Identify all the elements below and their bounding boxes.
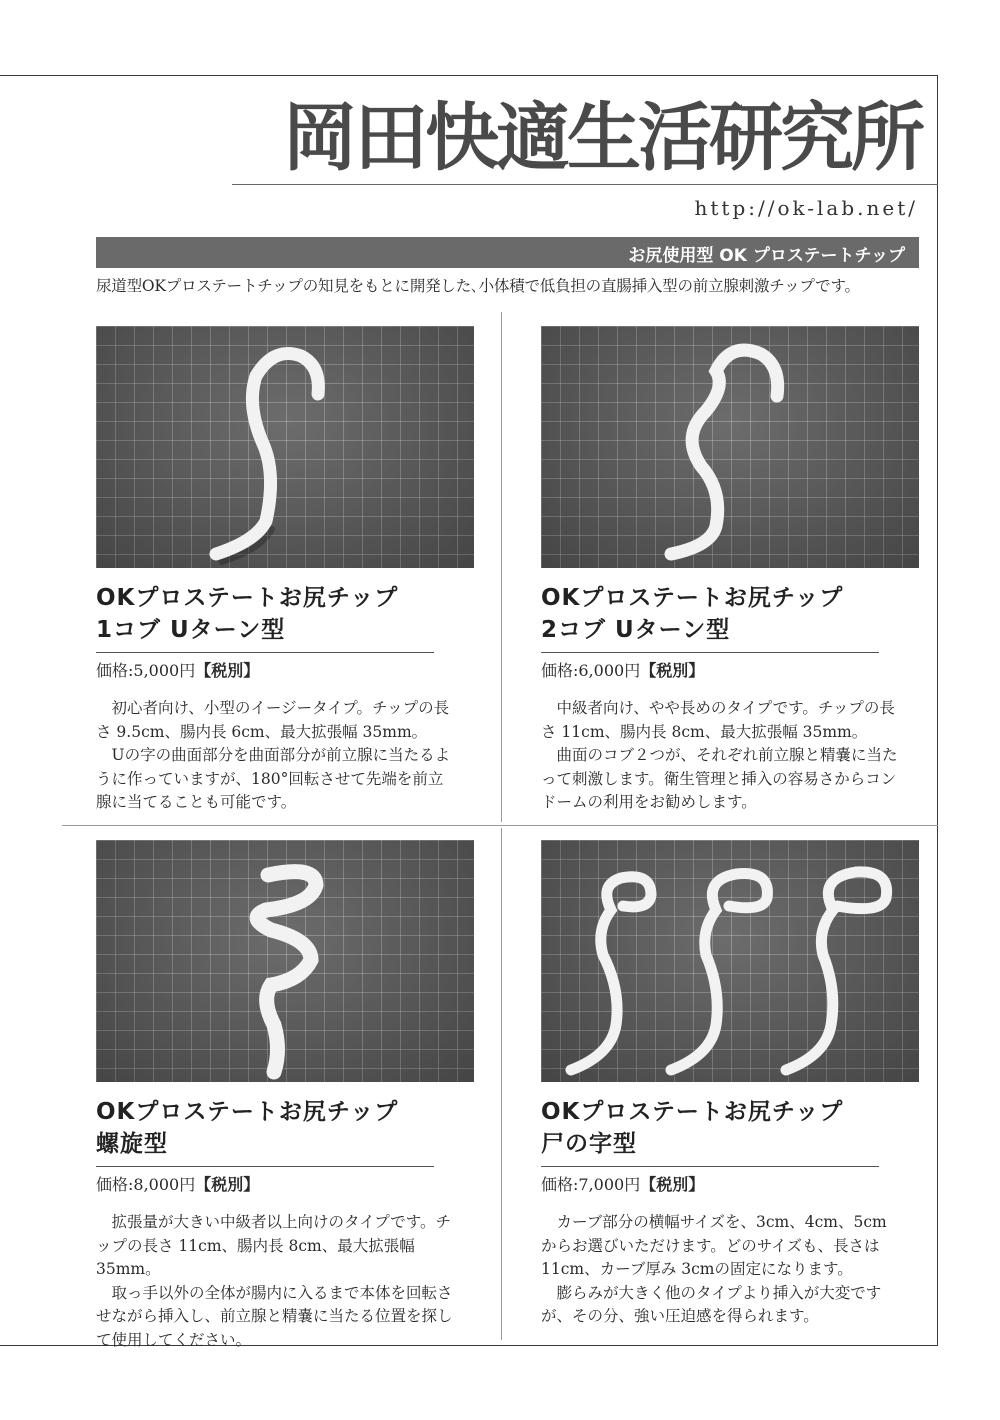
description-paragraph: 膨らみが大きく他のタイプより挿入が大変ですが、その分、強い圧迫感を得られます。	[541, 1283, 882, 1325]
price-line	[96, 1173, 474, 1197]
product-description	[541, 697, 901, 815]
product-name	[96, 582, 474, 646]
description-paragraph: 曲面のコブ２つが、それぞれ前立腺と精嚢に当たって刺激します。衛生管理と挿入の容易さからコンドームの利用をお勧めします。	[541, 746, 898, 811]
product-name-line1: OKプロステートお尻チップ	[96, 1099, 399, 1125]
product-photo	[541, 326, 919, 568]
product-card	[96, 840, 474, 1352]
column-divider-upper	[501, 312, 502, 822]
price-line	[541, 1173, 919, 1197]
product-card	[96, 326, 474, 815]
product-name-line2: 2コブ Uターン型	[541, 617, 731, 643]
description-paragraph: 中級者向け、やや長めのタイプです。チップの長さ 11cm、腸内長 8cm、最大拡張幅 35mm。	[541, 699, 895, 741]
column-divider-lower	[501, 828, 502, 1340]
description-paragraph: 取っ手以外の全体が腸内に入るまで本体を回転させながら挿入し、前立腺と精嚢に当たる位置を探して使用してください。	[96, 1283, 453, 1349]
name-underline	[541, 1166, 879, 1167]
loop-probes-illustration	[541, 840, 919, 1082]
product-description	[96, 697, 456, 815]
intro-text: 尿道型OKプロステートチップの知見をもとに開発した､小体積で低負担の直腸挿入型の前立腺刺激チップです。	[96, 277, 860, 295]
product-name	[96, 1096, 474, 1160]
price-value: 価格:7,000円	[541, 1175, 641, 1194]
product-name-line1: OKプロステートお尻チップ	[96, 585, 399, 611]
tax-note: 【税別】	[195, 661, 260, 680]
product-name	[541, 1096, 919, 1160]
frame-top-line	[0, 75, 938, 76]
description-paragraph: Uの字の曲面部分を曲面部分が前立腺に当たるように作っていますが、180°回転させて先端を前立腺に当てることも可能です。	[96, 746, 451, 811]
product-photo	[96, 840, 474, 1082]
product-photo	[541, 840, 919, 1082]
frame-right-line	[937, 75, 938, 1345]
name-underline	[541, 652, 879, 653]
website-url[interactable]: http://ok-lab.net/	[694, 196, 918, 220]
description-paragraph: 拡張量が大きい中級者以上向けのタイプです。チップの長さ 11cm、腸内長 8cm、最大拡張幅 35mm。	[96, 1213, 451, 1278]
price-value: 価格:5,000円	[96, 661, 196, 680]
product-name-line2: 尸の字型	[541, 1131, 637, 1157]
description-paragraph: カーブ部分の横幅サイズを、3cm、4cm、5cmからお選びいただけます。どのサイズも、長さは 11cm、カーブ厚み 3cmの固定になります。	[541, 1213, 887, 1278]
product-card	[541, 326, 919, 815]
product-photo	[96, 326, 474, 568]
double-bump-probe-illustration	[541, 326, 919, 568]
product-name-line2: 1コブ Uターン型	[96, 617, 286, 643]
row-divider	[62, 825, 938, 826]
product-description	[541, 1211, 901, 1329]
description-paragraph: 初心者向け、小型のイージータイプ。チップの長さ 9.5cm、腸内長 6cm、最大拡張幅 35mm。	[96, 699, 450, 741]
product-name-line1: OKプロステートお尻チップ	[541, 1099, 844, 1125]
price-line	[541, 659, 919, 683]
product-name	[541, 582, 919, 646]
price-value: 価格:8,000円	[96, 1175, 196, 1194]
name-underline	[96, 652, 434, 653]
name-underline	[96, 1166, 434, 1167]
tax-note: 【税別】	[195, 1175, 260, 1194]
spiral-probe-illustration	[96, 840, 474, 1082]
page-title: 岡田快適生活研究所	[283, 95, 922, 181]
section-banner	[96, 237, 919, 268]
tax-note: 【税別】	[640, 661, 705, 680]
price-line	[96, 659, 474, 683]
product-description	[96, 1211, 456, 1352]
product-card	[541, 840, 919, 1329]
hook-probe-illustration	[96, 326, 474, 568]
tax-note: 【税別】	[640, 1175, 705, 1194]
product-name-line1: OKプロステートお尻チップ	[541, 585, 844, 611]
price-value: 価格:6,000円	[541, 661, 641, 680]
banner-label: お尻使用型 OK プロステートチップ	[628, 246, 905, 266]
product-name-line2: 螺旋型	[96, 1131, 168, 1157]
